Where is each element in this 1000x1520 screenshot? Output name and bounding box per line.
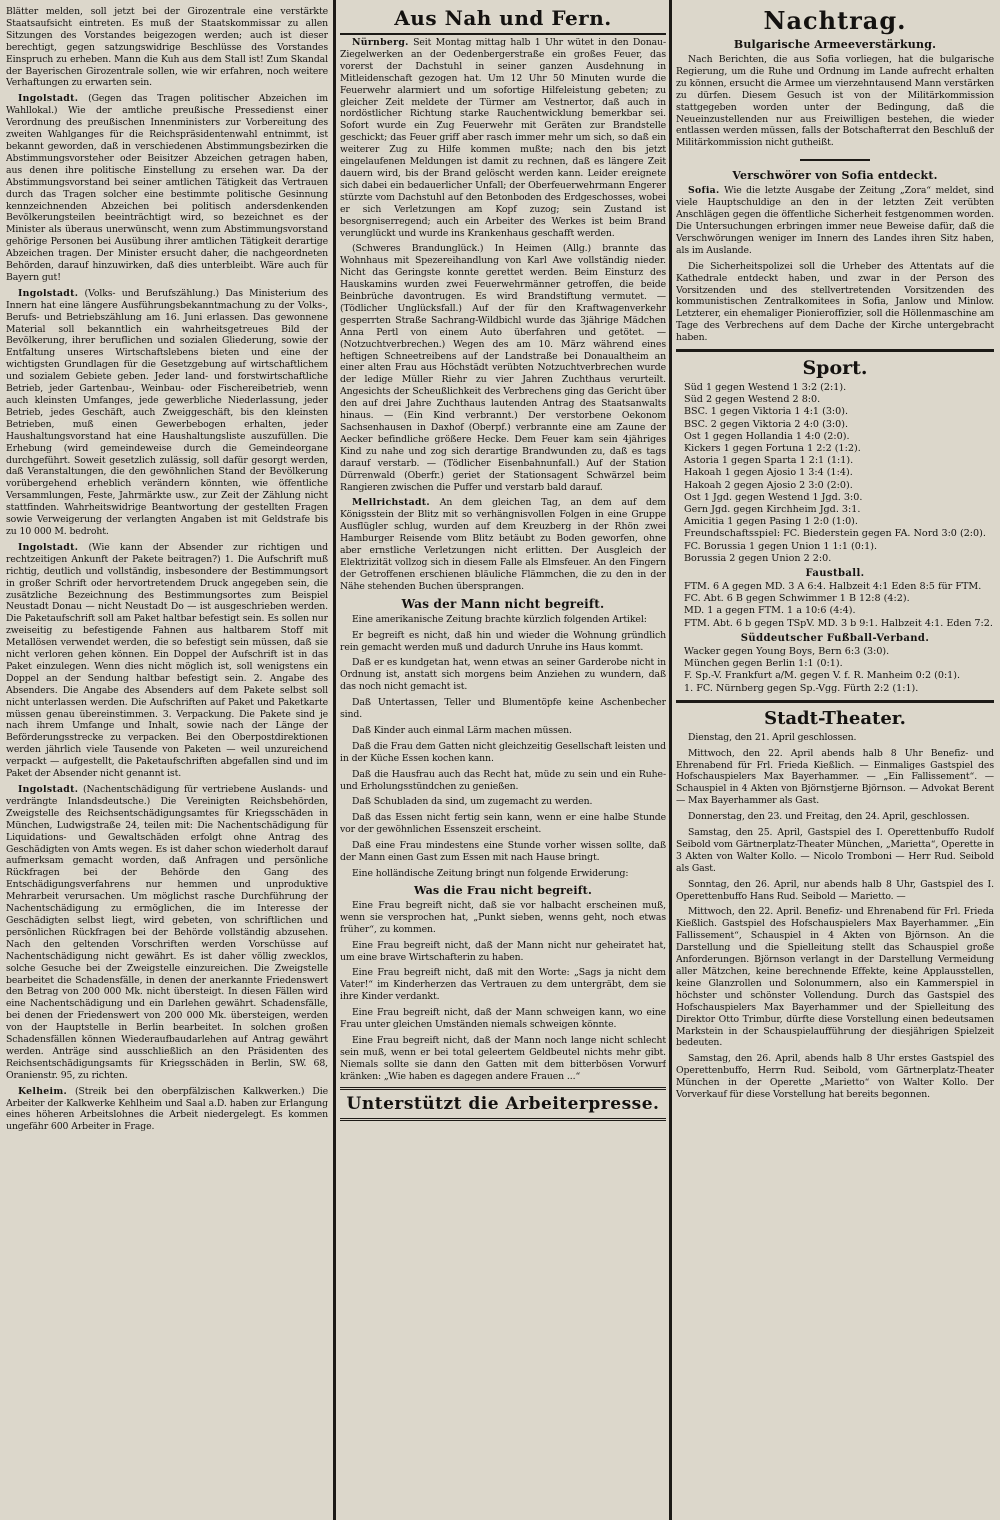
result-line: BSC. 2 gegen Viktoria 2 4:0 (3:0).: [684, 418, 849, 430]
list-item: Daß eine Frau mindestens eine Stunde vorher wissen sollte, daß der Mann einen Gast zum Essen mit nach Hause bringt.: [340, 840, 666, 864]
section-title: Nachtrag.: [763, 6, 907, 35]
article-text: (Volks- und Berufszählung.) Das Ministerium des Innern hat eine längere Ausführungsbekanntmachung zu der Volks-, Berufs- und Betriebszählung am 16. Juni erlassen. Das gewonnene Material soll bekanntlich ein wahrheitsgetreues Bild der Bevölkerung, ihrer beruflichen und sozialen Gliederung, sowie der Entfaltung unseres Wirtschaftslebens bieten und eine der wichtigsten Grundlagen für die Gesetzgebung auf wirtschaftlichem und sozialem Gebiete geben. Jeder land- und forstwirtschaftliche Betrieb, jeder Gartenbau-, Weinbau- oder Fischereibetrieb, wenn auch kleinsten Umfanges, jede gewerbliche Niederlassung, jeder Betrieb, jedes Geschäft, auch Zweiggeschäft, bis den kleinsten Betrieben, muß einen Gewerbebogen erhalten, jeder Haushaltungsvorstand hat eine Haushaltungsliste auszufüllen. Die Erhebung (wird gemeindeweise durch die Gemeindeorgane durchgeführt. Soweit gesetzlich zulässig, soll dafür gesorgt werden, daß Veranstaltungen, die den gewöhnlichen Stand der Bevölkerung vorübergehend erheblich verändern könnten, wie öffentliche Versammlungen, Feste, Jahrmärkte usw., zur Zeit der Zählung nicht stattfinden. Wahrheitswidrige Beantwortung der gestellten Fragen sowie Verweigerung der verlangten Angaben ist mit Geldstrafe bis zu 10 000 M. bedroht.: [6, 287, 328, 537]
list-item: Eine Frau begreift nicht, daß der Mann noch lange nicht schlecht sein muß, wenn er bei total geleertem Geldbeutel nichts mehr gibt. Niemals sollte sie dann den Gatten mit dem bitterbösen Vorwurf kränken: „Wie haben es dagegen andere Frauen ...“: [340, 1034, 666, 1082]
list-item: Eine Frau begreift nicht, daß der Mann nicht nur geheiratet hat, um eine brave Wirtschafterin zu haben.: [340, 939, 666, 963]
article-text: (Wie kann der Absender zur richtigen und rechtzeitigen Ankunft der Pakete beitragen?) 1. Die Aufschrift muß richtig, deutlich und vollständig, insbesondere der Bestimmungsort in großer Schrift oder hervortretendem Druck angegeben sein, die zusätzliche Bezeichnung des Bestimmungsortes zum Beispiel Neustadt Donau — nicht Neustadt Do — ist ausgeschrieben werden. Die Paketaufschrift soll am Paket haltbar befestigt sein. Es sollen nur zweiseitig zu befestigende Fahnen aus haltbarem Stoff mit Metallösen verwendet werden, die so befestigt sein müssen, daß sie nicht verloren gehen können. Ein Doppel der Aufschrift ist in das Paket einzulegen. Wenn dies nicht möglich ist, soll wenigstens ein Doppel an der Sendung haltbar befestigt sein. 2. Angabe des Absenders. Die Angabe des Absenders auf dem Pakete selbst soll nicht unterlassen werden. Die Aufschriften auf Paket und Paketkarte müssen genau übereinstimmen. 3. Verpackung. Die Pakete sind je nach ihrem Umfange und Inhalt, sowie nach der Länge der Beförderungsstrecke zu verpacken. Bei den Oberpostdirektionen werden jährlich viele Tausende von Paketen — weil unzureichend verpackt — aufgestellt, die Paketaufschriften abgefallen sind und im Paket der Absender nicht genannt ist.: [6, 541, 328, 780]
result-line: Astoria 1 gegen Sparta 1 2:1 (1:1).: [684, 455, 854, 467]
dateline: Kelheim.: [18, 1085, 68, 1097]
article-text: (Nachentschädigung für vertriebene Auslands- und verdrängte Inlandsdeutsche.) Die Vereinigten Reichsbehörden, Zweigstelle des Reichsentschädigungsamtes für Kriegsschäden in München, Ludwigstraße 24, teilen mit: Die Nachentschädigung für Liquidations- und Gewaltschäden erfolgt ohne Antrag des Geschädigten von Amts wegen. Es ist daher schon wiederholt darauf aufmerksam gemacht worden, daß Anfragen und persönliche Rückfragen bei der Behörde den Gang des Entschädigungsverfahrens nur hemmen und unproduktive Mehrarbeit verursachen. Um möglichst rasche Durchführung der Nachentschädigung zu ermöglichen, die im Interesse der Geschädigten selbst liegt, wird gebeten, von schriftlichen und persönlichen Rückfragen bei der Behörde vollständig abzusehen. Nach den geltenden Vorschriften werden Vorschüsse auf Nachentschädigung nicht gewährt. Es ist daher völlig zwecklos, solche Gesuche bei der Zweigstelle einzureichen. Die Zweigstelle bearbeitet die Schadensfälle, in denen der anerkannte Friedenswert den Betrag von 200 000 Mk. nicht übersteigt. In diesen Fällen wird eine Nachentschädigung und ein Darlehen gewährt. Schadensfälle, bei denen der Friedenswert von 200 000 Mk. übersteigen, werden von der Hauptstelle in Berlin bearbeitet. In solchen großen Schadensfällen können Wiederaufbaudarlehen auf Antrag gewährt werden. Anträge sind ausschließlich an den Präsidenten des Reichsentschädigungsamts für Kriegsschäden in Berlin, SW. 68, Oranienstr. 95, zu richten.: [6, 784, 328, 1081]
result-line: Gern Jgd. gegen Kirchheim Jgd. 3:1.: [684, 504, 861, 516]
list-item: Er begreift es nicht, daß hin und wieder die Wohnung gründlich rein gemacht werden muß und dadurch Unruhe ins Haus kommt.: [340, 629, 666, 653]
result-line: Wacker gegen Young Boys, Bern 6:3 (3:0).: [684, 645, 890, 657]
article-text: Wie die letzte Ausgabe der Zeitung „Zora“ meldet, sind viele Hauptschuldige an den in der letzten Zeit verübten Anschlägen gegen die öffentliche Sicherheit festgenommen worden. Die Untersuchungen erbringen immer neue Beweise dafür, daß die Verschwörungen weniger im Innern des Landes ihren Sitz haben, als im Auslande.: [676, 185, 994, 256]
result-line: Kickers 1 gegen Fortuna 1 2:2 (1:2).: [684, 443, 861, 455]
list-item: Daß Untertassen, Teller und Blumentöpfe keine Aschenbecher sind.: [340, 697, 666, 721]
dateline: Ingolstadt.: [18, 541, 79, 553]
article-paragraph: [340, 37, 666, 239]
divider: [676, 349, 994, 352]
result-line: FTM. Abt. 6 b gegen TSpV. MD. 3 b 9:1. Halbzeit 4:1. Eden 7:2.: [684, 617, 993, 629]
dateline: Nürnberg.: [352, 37, 409, 48]
dateline: Ingolstadt.: [18, 287, 79, 299]
article-paragraph: Eine amerikanische Zeitung brachte kürzlich folgenden Artikel:: [352, 613, 647, 625]
theater-entry: Dienstag, den 21. April geschlossen.: [688, 731, 857, 743]
article-heading: Bulgarische Armeeverstärkung.: [733, 38, 937, 51]
result-line: BSC. 1 gegen Viktoria 1 4:1 (3:0).: [684, 406, 849, 418]
divider: [676, 700, 994, 703]
subsection-title: Faustball.: [805, 568, 865, 580]
slogan: Unterstützt die Arbeiterpresse.: [346, 1093, 660, 1114]
result-line: Süd 2 gegen Westend 2 8:0.: [684, 394, 821, 406]
theater-entry: Mittwoch, den 22. April. Benefiz- und Ehrenabend für Frl. Frieda Kießlich. Gastspiel des Hofschauspielers Max Bayerhammer. „Ein Fallissement“, Schauspiel in 4 Akten von Björnson. An die Darstellung und die Spielleitung stellt das Schauspiel große Anforderungen. Björnson verlangt in der Darstellung Vermeidung aller Mätzchen, keine berechnende Effekte, keine Applausstellen, keine Glanzrollen und Solonummern, also ein Kammerspiel in höchster und schönster Vollendung. Durch das Gastspiel des Hofschauspielers Max Bayerhammer und der Spielleitung des Direktor Otto Trimbur, dürfte diese Vorstellung einen bedeutsamen Markstein in der Schauspielaufführung der diesjährigen Spielzeit bedeuten.: [676, 906, 994, 1049]
article-heading: Was die Frau nicht begreift.: [414, 883, 592, 897]
list-item: Eine Frau begreift nicht, daß sie vor halbacht erscheinen muß, wenn sie versprochen hat, „Punkt sieben, wenns geht, noch etwas früher“, zu kommen.: [340, 899, 666, 935]
list-item: Daß die Hausfrau auch das Recht hat, müde zu sein und ein Ruhe- und Erholungsstündchen zu genießen.: [340, 768, 666, 792]
theater-entry: Samstag, den 25. April, Gastspiel des I. Operettenbuffo Rudolf Seibold vom Gärtnerplatz-Theater München, „Marietta“, Operette in 3 Akten von Walter Kollo. — Nicolo Tromboni — Herr Rud. Seibold als Gast.: [676, 827, 994, 874]
result-line: Hakoah 2 gegen Ajosio 2 3:0 (2:0).: [684, 479, 853, 491]
dateline: Sofia.: [688, 185, 720, 197]
result-line: FC. Abt. 6 B gegen Schwimmer 1 B 12:8 (4:2).: [684, 593, 910, 605]
result-line: Ost 1 Jgd. gegen Westend 1 Jgd. 3:0.: [684, 491, 863, 503]
list-item: Eine Frau begreift nicht, daß mit den Worte: „Sags ja nicht dem Vater!“ im Kinderherzen das Vertrauen zu dem untergräbt, dem sie ihre Kinder verdankt.: [340, 967, 666, 1003]
article-text: (Gegen das Tragen politischer Abzeichen im Wahllokal.) Wie der amtliche preußische Pressedienst einer Verordnung des preußischen Innenministers zur Vorbereitung des zweiten Wahlganges für die Reichspräsidentenwahl entnimmt, ist bekannt geworden, daß in verschiedenen Abstimmungsbezirken die Abstimmungsvorsteher oder Beisitzer Abzeichen getragen haben, aus denen ihre politische Einstellung zu ersehen war. Da der Abstimmungsvorstand bei seiner amtlichen Tätigkeit das Vertrauen durch das Tragen solcher eine bestimmte politische Gesinnung kennzeichnenden Abzeichen bei politisch andersdenkenden Bevölkerungsteilen beeinträchtigt wird, so bezeichnet es der Minister als überaus unerwünscht, wenn zum Abstimmungsvorstand gehörige Personen bei Ausübung ihrer amtlichen Tätigkeit derartige Abzeichen tragen. Der Minister ersucht daher, die nachgeordneten Behörden, darauf hinzuwirken, daß dies unterbleibt. Wäre auch für Bayern gut!: [6, 93, 328, 283]
article-paragraph: (Schweres Brandunglück.) In Heimen (Allg.) brannte das Wohnhaus mit Spezereihandlung von Karl Awe vollständig nieder. Nicht das Geringste konnte gerettet werden. Beim Einsturz des Hauskamins wurden zwei Feuerwehrmänner getroffen, die beide Beinbrüche davontrugen. Es wird Brandstiftung vermutet. — (Tödlicher Unglücksfall.) Auf der für den Kraftwagenverkehr gesperrten Straße Sachrang-Wildbichl wurde das 3jährige Mädchen Anna Pertl von einem Auto überfahren und getötet. — (Notzuchtverbrechen.) Wegen des am 10. März während eines heftigen Schneetreibens auf der Landstraße bei Donaualtheim an einer alten Frau aus Höchstädt verübten Notzuchtverbrechen wurde der ledige Müller Riehr zu vier Jahren Zuchthaus verurteilt. Angesichts der Scheußlichkeit des Verbrechens ging das Gericht über den auf drei Jahre Zuchthaus lautenden Antrag des Staatsanwalts hinaus. — (Ein Kind verbrannt.) Der verstorbene Oekonom Sachsenhausen in Daxhof (Oberpf.) verbrannte eine am Zaune der Aecker befindliche größere Hecke. Dem Feuer kam sein 4jähriges Kind zu nahe und zog sich derartige Brandwunden zu, daß es tags darauf verstarb. — (Tödlicher Eisenbahnunfall.) Auf der Station Dürrenwald (Oberfr.) geriet der Stationsagent Schwärzel beim Rangieren zwischen die Puffer und verstarb bald darauf.: [340, 243, 666, 493]
result-line: F. Sp.-V. Frankfurt a/M. gegen V. f. R. Manheim 0:2 (0:1).: [684, 670, 961, 682]
article-paragraph: Die Sicherheitspolizei soll die Urheber des Attentats auf die Kathedrale entdeckt haben, und zwar in der Person des Vorsitzenden und des stellvertretenden Vorsitzenden des kommunistischen Zentralkomitees in Sofia, Janlow und Minlow. Letzterer, ein ehemaliger Pionieroffizier, soll die Höllenmaschine am Tage des Verbrechens auf dem Dache der Kirche untergebracht haben.: [676, 260, 994, 344]
list-item: Daß er es kundgetan hat, wenn etwas an seiner Garderobe nicht in Ordnung ist, anstatt sich morgens beim Anziehen zu wundern, daß das noch nicht gemacht ist.: [340, 657, 666, 693]
column-nachtrag: [676, 6, 994, 1516]
result-line: 1. FC. Nürnberg gegen Sp.-Vgg. Fürth 2:2 (1:1).: [684, 682, 919, 694]
column-rule: [669, 0, 672, 1520]
section-title: Stadt-Theater.: [764, 707, 906, 729]
article-paragraph: [340, 497, 666, 592]
article-paragraph: [676, 185, 994, 256]
article-text: Seit Montag mittag halb 1 Uhr wütet in den Donau-Ziegelwerken an der Oedenbergerstraße ein großes Feuer, das vorerst der Dachstuhl in seiner ganzen Ausdehnung in Mitleidenschaft gezogen hat. Um 12 Uhr 50 Minuten wurde die Feuerwehr alarmiert und um sofortige Hilfeleistung gebeten; zu gleicher Zeit meldete der Türmer am Vestnertor, daß auch in nordöstlicher Richtung starke Rauchentwicklung bemerkbar sei. Sofort wurde ein Zug Feuerwehr mit Geräten zur Brandstelle geschickt; das Feuer griff aber rasch immer mehr um sich, so daß ein weiterer Zug zu Hilfe kommen mußte; nach den bis jetzt eingelaufenen Meldungen ist damit zu rechnen, daß es längere Zeit dauern wird, bis der Brand gelöscht werden kann. Leider ereignete sich dabei ein bedauerlicher Unfall; der Oberfeuerwehrmann Engerer stürzte vom Dachstuhl auf den Betonboden des Erdgeschosses, wobei er sich Verletzungen am Kopf zuzog; sein Zustand ist besorgniserregend; auch ein Arbeiter des Werkes ist beim Brand verunglückt und wurde ins Krankenhaus geschafft werden.: [340, 37, 666, 239]
dateline: Ingolstadt.: [18, 93, 79, 105]
article-paragraph: [6, 288, 328, 538]
article-paragraph: [6, 542, 328, 780]
article-paragraph: Eine holländische Zeitung bringt nun folgende Erwiderung:: [352, 868, 629, 879]
sport-results: [676, 382, 994, 565]
sfv-results: [676, 646, 994, 695]
list-item: Eine Frau begreift nicht, daß der Mann schweigen kann, wo eine Frau unter gleichen Umständen niemals schweigen könnte.: [340, 1007, 666, 1031]
faustball-results: [676, 581, 994, 630]
list-item: Daß Kinder auch einmal Lärm machen müssen.: [352, 724, 572, 736]
section-title: Sport.: [802, 357, 868, 380]
article-paragraph: [6, 784, 328, 1082]
result-line: Süd 1 gegen Westend 1 3:2 (2:1).: [684, 382, 847, 394]
result-line: Freundschaftsspiel: FC. Biederstein gegen FA. Nord 3:0 (2:0).: [684, 528, 986, 540]
list-item: Daß Schubladen da sind, um zugemacht zu werden.: [352, 796, 593, 808]
subsection-title: Süddeutscher Fußball-Verband.: [740, 632, 930, 644]
article-paragraph: [6, 1086, 328, 1134]
theater-entry: Sonntag, den 26. April, nur abends halb 8 Uhr, Gastspiel des I. Operettenbuffo Hans Rud. Seibold — Marietto. —: [676, 878, 994, 902]
result-line: Hakoah 1 gegen Ajosio 1 3:4 (1:4).: [684, 467, 853, 479]
divider: [800, 159, 870, 161]
column-local-news: [6, 6, 328, 1516]
column-aus-nah-und-fern: [340, 6, 666, 1516]
dateline: Mellrichstadt.: [352, 497, 430, 509]
result-line: Borussia 2 gegen Union 2 2:0.: [684, 552, 832, 564]
list-item: Daß das Essen nicht fertig sein kann, wenn er eine halbe Stunde vor der gewöhnlichen Essenszeit erscheint.: [340, 812, 666, 836]
article-paragraph: Blätter melden, soll jetzt bei der Girozentrale eine verstärkte Staatsaufsicht eintreten. Es muß der Staatskommissar zu allen Sitzungen des Vorstandes beigezogen werden; auch ist dieser berechtigt, gegen satzungswidrige Beschlüsse des Vorstandes Einspruch zu erheben. Mann die Kuh aus dem Stall ist! Zum Skandal der Bayerischen Girozentrale sollen, wie wir erfahren, noch weitere Verhaftungen zu erwarten sein.: [6, 6, 328, 89]
article-text: An dem gleichen Tag, an dem auf dem Königsstein der Blitz mit so verhängnisvollen Folgen in eine Gruppe Ausflügler schlug, wurden auf dem Kreuzberg in der Rhön zwei Hamburger Reisende vom Blitz betäubt zu Boden geworfen, ohne aber ernstliche Verletzungen nicht erlitten. Der Ausgleich der Elektrizität vollzog sich in diesem Falle als Elmsfeuer. An den Fingern der Getroffenen erschienen bläuliche Flämmchen, die zu den in der Nähe stehenden Buchen übersprangen.: [340, 497, 666, 592]
result-line: MD. 1 a gegen FTM. 1 a 10:6 (4:4).: [684, 605, 856, 617]
result-line: FC. Borussia 1 gegen Union 1 1:1 (0:1).: [684, 540, 878, 552]
article-heading: Verschwörer von Sofia entdeckt.: [732, 169, 938, 183]
list-item: Daß die Frau dem Gatten nicht gleichzeitig Gesellschaft leisten und in der Küche Essen kochen kann.: [340, 740, 666, 764]
article-paragraph: Nach Berichten, die aus Sofia vorliegen, hat die bulgarische Regierung, um die Ruhe und Ordnung im Lande aufrecht erhalten zu können, ersucht die Armee um vierzehntausend Mann verstärken zu dürfen. Diesem Gesuch ist von der Militärkommission stattgegeben worden unter der Bedingung, daß die Neueinzustellenden nur aus Freiwilligen bestehen, die wieder entlassen werden müssen, falls der Botschafterrat den Beschluß der Militärkommission nicht gutheißt.: [676, 54, 994, 149]
article-paragraph: [6, 93, 328, 284]
dateline: Ingolstadt.: [18, 784, 79, 795]
section-title: Aus Nah und Fern.: [394, 6, 612, 30]
divider: [340, 33, 666, 35]
theater-entry: Mittwoch, den 22. April abends halb 8 Uhr Benefiz- und Ehrenabend für Frl. Frieda Kießlich. — Einmaliges Gastspiel des Hofschauspielers Max Bayerhammer. — „Ein Fallissement“. — Schauspiel in 4 Akten von Björnstjerne Björnson. — Advokat Berent — Max Bayerhammer als Gast.: [676, 747, 994, 807]
column-rule: [333, 0, 336, 1520]
result-line: FTM. 6 A gegen MD. 3 A 6:4. Halbzeit 4:1 Eden 8:5 für FTM.: [684, 581, 982, 593]
article-text: (Streik bei den oberpfälzischen Kalkwerken.) Die Arbeiter der Kalkwerke Kehlheim und Saal a.D. haben zur Erlangung eines höheren Arbeitslohnes die Arbeit niedergelegt. Es kommen ungefähr 600 Arbeiter in Frage.: [6, 1085, 328, 1133]
result-line: Ost 1 gegen Hollandia 1 4:0 (2:0).: [684, 430, 850, 442]
slogan-box: [340, 1087, 666, 1121]
theater-entry: Donnerstag, den 23. und Freitag, den 24. April, geschlossen.: [688, 811, 970, 823]
result-line: Amicitia 1 gegen Pasing 1 2:0 (1:0).: [684, 516, 858, 528]
theater-entry: Samstag, den 26. April, abends halb 8 Uhr erstes Gastspiel des Operettenbuffo, Herrn Rud. Seibold, vom Gärtnerplatz-Theater München in der Operette „Marietto“ von Walter Kollo. Der Vorverkauf für diese Vorstellung hat bereits begonnen.: [676, 1053, 994, 1101]
article-heading: Was der Mann nicht begreift.: [401, 596, 605, 611]
result-line: München gegen Berlin 1:1 (0:1).: [684, 658, 843, 670]
